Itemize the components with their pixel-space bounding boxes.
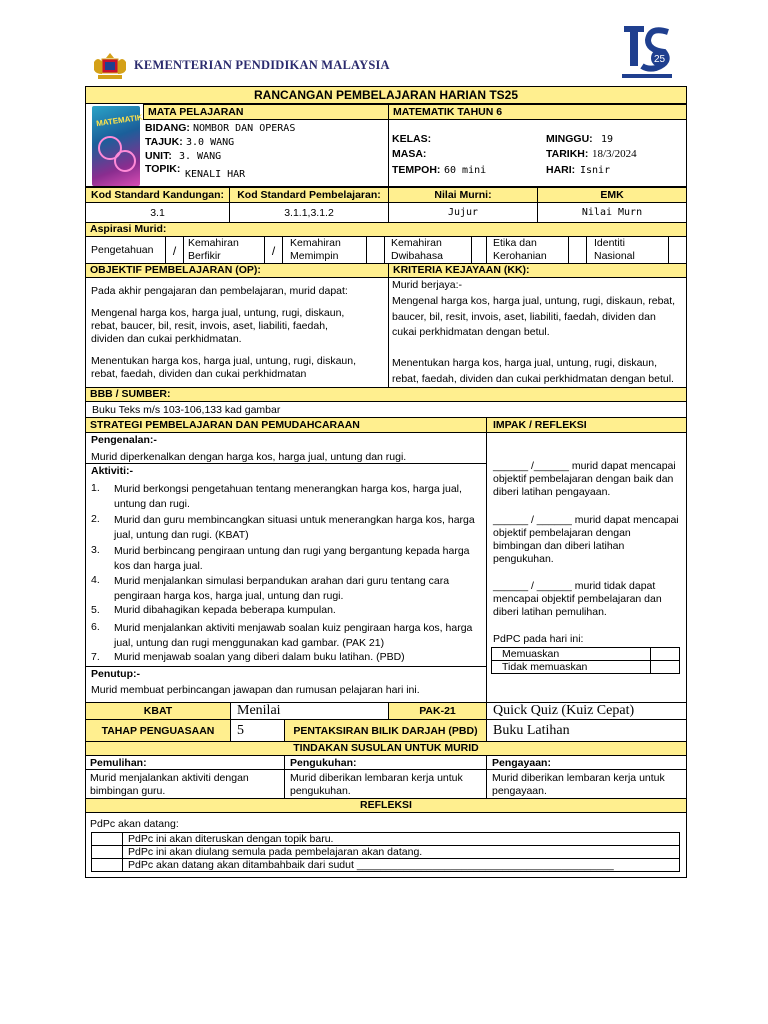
topik-label: TOPIK: <box>145 163 181 175</box>
refleksi-option-text: PdPc ini akan diteruskan dengan topik baru. <box>128 833 334 845</box>
refleksi-option-text: PdPc akan datang akan ditambahbaik dari sudut ____________________________________________ <box>128 859 614 871</box>
tahap-value: 5 <box>230 719 285 742</box>
aktiviti-num: 6. <box>91 621 100 633</box>
bidang-label: BIDANG: <box>145 122 190 134</box>
pak21-label: PAK-21 <box>388 702 487 720</box>
malaysia-crest-icon <box>90 50 130 82</box>
refleksi-option-row[interactable] <box>91 832 680 846</box>
aspirasi-pengetahuan: Pengetahuan <box>91 244 154 256</box>
kriteria-point-1: Mengenal harga kos, harga jual, untung, rugi, diskaun, rebat, baucer, bil, resit, invois, aset, liabiliti, faedah, dividen dan cukai perkhidmatan dengan betul. <box>392 295 676 338</box>
tempoh-label: TEMPOH: <box>392 164 441 176</box>
aktiviti-item: Murid dibahagikan kepada beberapa kumpulan. <box>114 604 336 616</box>
ks-pembelajaran-header: Kod Standard Pembelajaran: <box>229 187 389 203</box>
pdpc-option-label: Tidak memuaskan <box>502 661 588 673</box>
aktiviti-item: Murid berkongsi pengetahuan tentang menerangkan harga kos, harga jual, untung dan rugi. <box>114 483 462 510</box>
aspirasi-mark-1: / <box>165 236 184 264</box>
aktiviti-label: Aktiviti:- <box>91 465 133 477</box>
aspirasi-mark-2: / <box>264 236 283 264</box>
bidang-value: NOMBOR DAN OPERAS <box>193 123 296 134</box>
divider <box>85 755 687 770</box>
aspirasi-label: Aspirasi Murid: <box>85 222 687 237</box>
pak21-value: Quick Quiz (Kuiz Cepat) <box>486 702 687 720</box>
ks-kandungan-value: 3.1 <box>85 202 230 223</box>
penutup-text: Murid membuat perbincangan jawapan dan rumusan pelajaran hari ini. <box>91 684 420 696</box>
minggu-label: MINGGU: <box>546 133 593 145</box>
nilai-murni-header: Nilai Murni: <box>388 187 538 203</box>
refleksi-option-1: ______ /______ murid dapat mencapai objektif pembelajaran dengan baik dan diberi latihan pengayaan. <box>493 460 676 498</box>
kelas-label: KELAS: <box>392 133 432 145</box>
bbm-label: BBB / SUMBER: <box>85 387 687 402</box>
aspirasi-box-4 <box>471 236 487 264</box>
ks-pembelajaran-value: 3.1.1,3.1.2 <box>229 202 389 223</box>
pemulihan-text: Murid menjalankan aktiviti dengan bimbingan guru. <box>90 772 249 797</box>
tajuk-label: TAJUK: <box>145 136 183 148</box>
refleksi-checkbox[interactable] <box>92 859 123 872</box>
kbat-label: KBAT <box>85 702 231 720</box>
tajuk-value: 3.0 WANG <box>186 137 235 148</box>
emk-header: EMK <box>537 187 687 203</box>
objektif-point-2: Menentukan harga kos, harga jual, untung, rugi, diskaun, rebat, faedah, dividen dan cukai perkhidmatan <box>91 355 357 380</box>
svg-text:25: 25 <box>654 54 666 65</box>
aspirasi-identiti: Identiti Nasional <box>594 237 635 262</box>
pdpc-option-tidak-memuaskan[interactable] <box>491 660 680 674</box>
pengukuhan-text: Murid diberikan lembaran kerja untuk pengukuhan. <box>290 772 463 797</box>
unit-label: UNIT: <box>145 150 172 162</box>
aspirasi-box-3 <box>366 236 385 264</box>
aspirasi-kemahiran-memimpin: Kemahiran Memimpin <box>290 237 341 262</box>
kriteria-label: KRITERIA KEJAYAAN (KK): <box>388 263 687 278</box>
ks-kandungan-header: Kod Standard Kandungan: <box>85 187 230 203</box>
aktiviti-num: 7. <box>91 651 100 663</box>
pdpc-option-memuaskan[interactable] <box>491 647 680 661</box>
objektif-point-1: Mengenal harga kos, harga jual, untung, rugi, diskaun, rebat, baucer, bil, resit, invois, aset, liabiliti, faedah, dividen dan cukai perkhidmatan. <box>91 307 345 345</box>
hari-label: HARI: <box>546 164 576 176</box>
masa-label: MASA: <box>392 148 427 160</box>
kriteria-intro: Murid berjaya:- <box>392 279 463 291</box>
objektif-intro: Pada akhir pengajaran dan pembelajaran, murid dapat: <box>91 285 348 297</box>
refleksi-intro: PdPc akan datang: <box>90 818 179 830</box>
refleksi-option-row[interactable] <box>91 845 680 859</box>
nilai-murni-value: Jujur <box>388 202 538 223</box>
pengenalan-text: Murid diperkenalkan dengan harga kos, harga jual, untung dan rugi. <box>91 451 407 463</box>
aktiviti-num: 2. <box>91 513 100 525</box>
refleksi-option-3: ______ / ______ murid tidak dapat mencapai objektif pembelajaran dan diberi latihan pemulihan. <box>493 580 662 618</box>
refleksi-label: REFLEKSI <box>85 798 687 813</box>
strategi-label: STRATEGI PEMBELAJARAN DAN PEMUDAHCARAAN <box>85 417 487 433</box>
plan-title: RANCANGAN PEMBELAJARAN HARIAN TS25 <box>85 86 687 104</box>
pengayaan-text: Murid diberikan lembaran kerja untuk pengayaan. <box>492 772 665 797</box>
aktiviti-item: Murid dan guru membincangkan situasi untuk menerangkan harga kos, harga jual, untung dan rugi. (KBAT) <box>114 514 475 541</box>
aspirasi-box-6 <box>668 236 687 264</box>
tahap-label: TAHAP PENGUASAAN <box>85 719 231 742</box>
kbat-value: Menilai <box>230 702 389 720</box>
topik-value: KENALI HAR <box>185 169 246 180</box>
pbd-label: PENTAKSIRAN BILIK DARJAH (PBD) <box>284 719 487 742</box>
refleksi-option-row[interactable] <box>91 858 680 872</box>
aspirasi-etika: Etika dan Kerohanian <box>493 237 547 262</box>
aktiviti-num: 4. <box>91 574 100 586</box>
pbd-value: Buku Latihan <box>486 719 687 742</box>
aktiviti-item: Murid menjawab soalan yang diberi dalam buku latihan. (PBD) <box>114 651 405 663</box>
pemulihan-label: Pemulihan: <box>90 757 147 769</box>
tindakan-label: TINDAKAN SUSULAN UNTUK MURID <box>85 741 687 756</box>
aktiviti-num: 3. <box>91 544 100 556</box>
objektif-label: OBJEKTIF PEMBELAJARAN (OP): <box>85 263 389 278</box>
tempoh-value: 60 mini <box>444 165 487 176</box>
divider <box>85 666 487 667</box>
pengenalan-label: Pengenalan:- <box>91 434 157 446</box>
aspirasi-box-5 <box>568 236 587 264</box>
impak-label: IMPAK / REFLEKSI <box>486 417 687 433</box>
emk-value: Nilai Murn <box>537 202 687 223</box>
tarikh-label: TARIKH: <box>546 148 589 160</box>
refleksi-option-2: ______ / ______ murid dapat mencapai objektif pembelajaran dengan bimbingan dan diberi latihan pengukuhan. <box>493 514 679 565</box>
refleksi-option-text: PdPc ini akan diulang semula pada pembelajaran akan datang. <box>128 846 423 858</box>
aspirasi-kemahiran-dwibahasa: Kemahiran Dwibahasa <box>391 237 443 262</box>
minggu-value: 19 <box>601 134 614 145</box>
book-title: MATEMATIK <box>95 112 144 129</box>
kriteria-point-2: Menentukan harga kos, harga jual, untung, rugi, diskaun, rebat, faedah, dividen dan cukai perkhidmatan dengan betul. <box>392 357 674 385</box>
penutup-label: Penutup:- <box>91 668 140 680</box>
pdpc-hari-ini-label: PdPC pada hari ini: <box>493 633 584 645</box>
pdpc-checkbox[interactable] <box>650 661 680 674</box>
aktiviti-num: 5. <box>91 604 100 616</box>
divider <box>85 463 487 464</box>
ts25-logo-icon <box>620 22 674 86</box>
pdpc-option-label: Memuaskan <box>502 648 560 660</box>
aktiviti-item: Murid menjalankan aktiviti menjawab soalan kuiz pengiraan harga kos, harga jual, untung dan rugi menggunakan kad gambar. (PAK 21) <box>114 622 473 649</box>
unit-value: 3. WANG <box>179 151 222 162</box>
tarikh-value: 18/3/2024 <box>592 148 637 160</box>
hari-value: Isnir <box>580 165 611 176</box>
aktiviti-item: Murid menjalankan simulasi berpandukan arahan dari guru tentang cara pengiraan harga kos, harga jual, untung dan rugi. <box>114 575 450 602</box>
mata-pelajaran-value: MATEMATIK TAHUN 6 <box>388 104 687 120</box>
pengayaan-label: Pengayaan: <box>492 757 551 769</box>
pengukuhan-label: Pengukuhan: <box>290 757 357 769</box>
letterhead <box>90 50 490 84</box>
aktiviti-item: Murid berbincang pengiraan untung dan rugi yang bergantung kepada harga kos dan harga jual. <box>114 545 470 572</box>
mata-pelajaran-label: MATA PELAJARAN <box>143 104 389 120</box>
aktiviti-num: 1. <box>91 482 100 494</box>
aspirasi-kemahiran-berfikir: Kemahiran Berfikir <box>188 237 239 262</box>
ministry-name: KEMENTERIAN PENDIDIKAN MALAYSIA <box>134 58 390 72</box>
bbm-value: Buku Teks m/s 103-106,133 kad gambar <box>85 401 687 418</box>
